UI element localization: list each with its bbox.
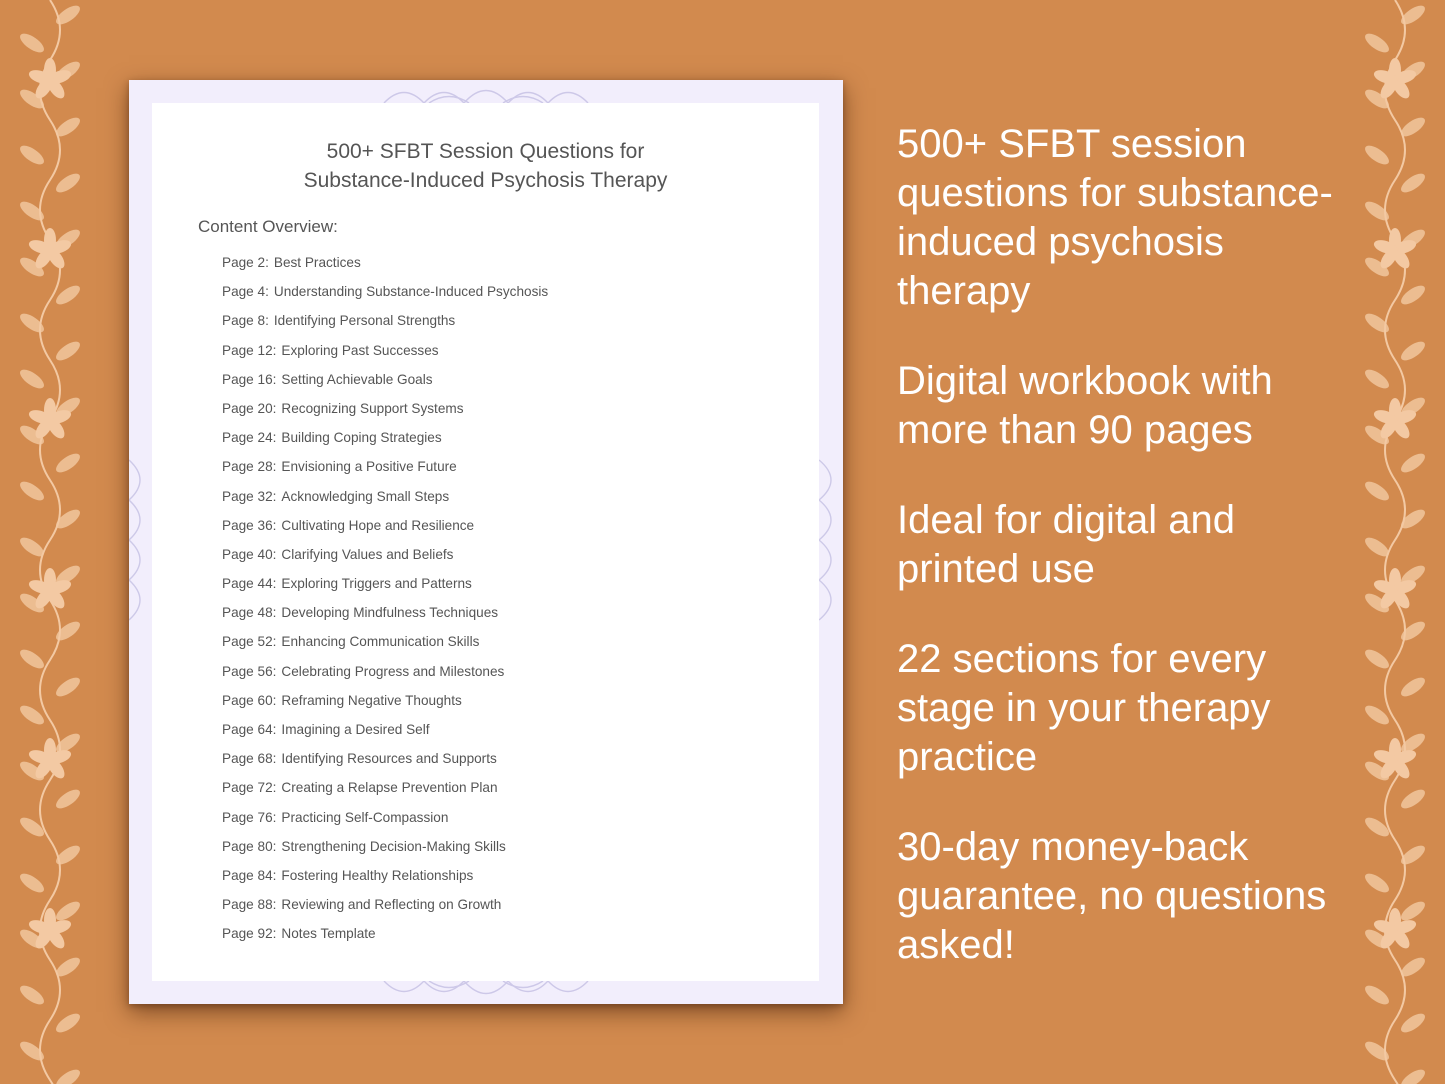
floral-border-right	[1345, 0, 1445, 1084]
feature-statement: 500+ SFBT session questions for substance-induced psychosis therapy	[897, 122, 1333, 313]
toc-entry	[222, 810, 548, 839]
toc-entry	[222, 401, 548, 430]
toc-section-title: Clarifying Values and Beliefs	[281, 546, 454, 562]
feature-statement: 22 sections for every stage in your therapy practice	[897, 637, 1271, 779]
toc-section-title: Best Practices	[273, 255, 361, 270]
toc-section-title: Developing Mindfulness Techniques	[281, 605, 499, 621]
toc-section-title: Notes Template	[281, 926, 376, 942]
toc-page-number: Page 56:	[222, 663, 277, 679]
toc-section-title: Reviewing and Reflecting on Growth	[281, 897, 502, 913]
toc-entry	[222, 255, 548, 284]
toc-section-title: Cultivating Hope and Resilience	[281, 517, 475, 533]
toc-entry	[222, 634, 548, 663]
floral-border-left	[0, 0, 100, 1084]
document-title	[152, 137, 819, 195]
toc-page-number: Page 36:	[222, 517, 277, 533]
toc-entry	[222, 722, 548, 751]
toc-entry	[222, 693, 548, 722]
toc-section-title: Identifying Resources and Supports	[281, 751, 497, 767]
table-of-contents	[222, 255, 548, 956]
feature-statement: Ideal for digital and printed use	[897, 498, 1236, 591]
toc-page-number: Page 8:	[222, 313, 269, 329]
toc-entry	[222, 664, 548, 693]
document-title-line-2: Substance-Induced Psychosis Therapy	[303, 169, 668, 192]
toc-section-title: Reframing Negative Thoughts	[281, 692, 462, 708]
toc-section-title: Setting Achievable Goals	[281, 371, 433, 387]
document-content	[152, 103, 819, 981]
feature-statement: 30-day money-back guarantee, no questions asked!	[897, 825, 1327, 967]
toc-page-number: Page 52:	[222, 634, 277, 650]
toc-section-title: Celebrating Progress and Milestones	[281, 663, 505, 679]
toc-page-number: Page 16:	[222, 371, 277, 387]
toc-section-title: Fostering Healthy Relationships	[281, 867, 474, 883]
toc-page-number: Page 40:	[222, 546, 277, 562]
toc-section-title: Envisioning a Positive Future	[281, 459, 457, 475]
toc-page-number: Page 24:	[222, 430, 277, 446]
toc-section-title: Enhancing Communication Skills	[281, 634, 480, 650]
toc-entry	[222, 780, 548, 809]
content-overview-label: Content Overview:	[198, 217, 338, 236]
toc-entry	[222, 926, 548, 955]
toc-entry	[222, 372, 548, 401]
toc-section-title: Building Coping Strategies	[281, 430, 442, 446]
feature-list	[897, 120, 1357, 1011]
toc-entry	[222, 343, 548, 372]
toc-section-title: Practicing Self-Compassion	[281, 809, 449, 825]
toc-page-number: Page 48:	[222, 605, 277, 621]
feature-statement: Digital workbook with more than 90 pages	[897, 359, 1273, 452]
toc-page-number: Page 20:	[222, 400, 277, 416]
toc-entry	[222, 430, 548, 459]
toc-entry	[222, 576, 548, 605]
toc-entry	[222, 489, 548, 518]
toc-page-number: Page 12:	[222, 342, 277, 358]
toc-page-number: Page 72:	[222, 780, 277, 796]
toc-page-number: Page 32:	[222, 488, 277, 504]
toc-page-number: Page 44:	[222, 576, 277, 592]
toc-page-number: Page 84:	[222, 867, 277, 883]
toc-entry	[222, 459, 548, 488]
toc-page-number: Page 68:	[222, 751, 277, 767]
workbook-page-preview	[129, 80, 843, 1004]
toc-section-title: Recognizing Support Systems	[281, 400, 464, 416]
toc-section-title: Acknowledging Small Steps	[281, 488, 450, 504]
toc-page-number: Page 60:	[222, 692, 277, 708]
toc-entry	[222, 751, 548, 780]
toc-page-number: Page 88:	[222, 897, 277, 913]
toc-entry	[222, 897, 548, 926]
toc-page-number: Page 2:	[222, 255, 269, 270]
toc-page-number: Page 4:	[222, 284, 269, 300]
toc-page-number: Page 64:	[222, 722, 277, 737]
toc-section-title: Creating a Relapse Prevention Plan	[281, 780, 498, 796]
toc-entry	[222, 605, 548, 634]
toc-section-title: Understanding Substance-Induced Psychosis	[273, 284, 549, 300]
toc-page-number: Page 80:	[222, 838, 277, 854]
toc-section-title: Imagining a Desired Self	[281, 722, 430, 737]
toc-page-number: Page 76:	[222, 809, 277, 825]
toc-page-number: Page 28:	[222, 459, 277, 475]
document-title-line-1: 500+ SFBT Session Questions for	[326, 140, 645, 163]
toc-entry	[222, 313, 548, 342]
toc-entry	[222, 868, 548, 897]
toc-section-title: Exploring Past Successes	[281, 342, 439, 358]
floral-vine-icon	[0, 0, 100, 1084]
toc-section-title: Identifying Personal Strengths	[273, 313, 456, 329]
toc-page-number: Page 92:	[222, 926, 277, 942]
toc-section-title: Exploring Triggers and Patterns	[281, 576, 472, 592]
toc-section-title: Strengthening Decision-Making Skills	[281, 838, 506, 854]
toc-entry	[222, 284, 548, 313]
floral-vine-icon	[1345, 0, 1445, 1084]
toc-entry	[222, 518, 548, 547]
toc-entry	[222, 547, 548, 576]
toc-entry	[222, 839, 548, 868]
